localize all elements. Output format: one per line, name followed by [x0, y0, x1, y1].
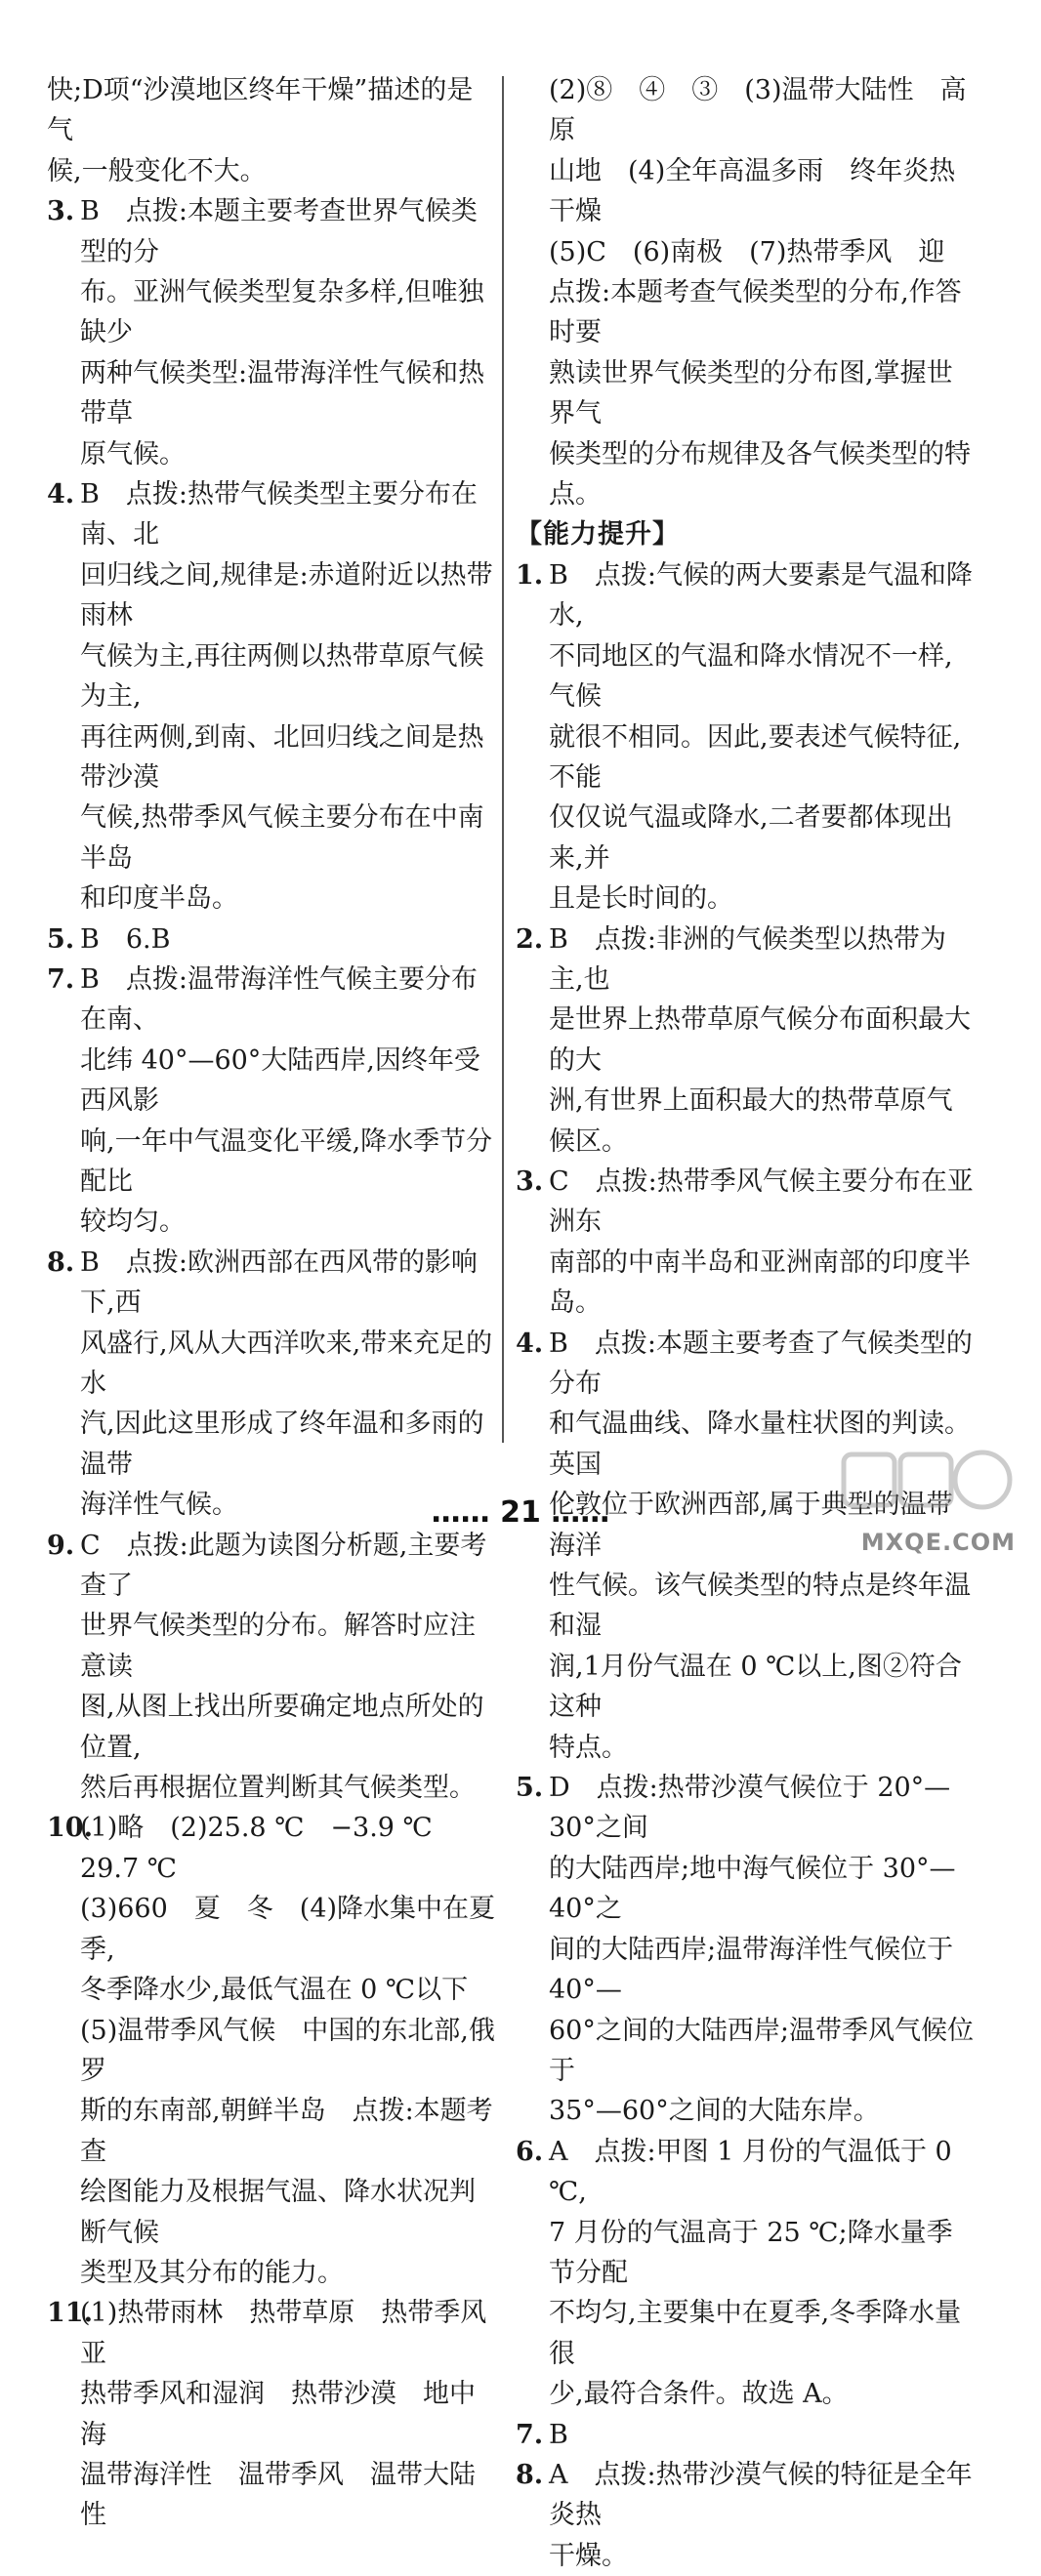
item-number: 3. [47, 196, 75, 227]
column-divider [502, 76, 504, 1443]
answer-item [47, 1243, 498, 1526]
text-line: (2)⑧ ④ ③ (3)温带大陆性 高原 [549, 75, 967, 146]
answer-item [47, 2293, 514, 2535]
item-number: 1. [516, 559, 544, 591]
item-number: 2. [516, 923, 544, 955]
answer-item [47, 474, 498, 919]
item-number: 4. [516, 1328, 544, 1359]
text-line: 候类型的分布规律及各气候类型的特点。 [549, 438, 971, 511]
section-title: 【能力提升】 [516, 519, 680, 551]
text-line: B 点拨:本题主要考查了气候类型的分布 [549, 1328, 973, 1399]
text-line: 原气候。 [80, 438, 186, 470]
text-line: 仅仅说气温或降水,二者要都体现出来,并 [549, 802, 953, 874]
item-number: 9. [47, 1530, 75, 1561]
text-line: 是世界上热带草原气候分布面积最大的大 [549, 1004, 971, 1076]
text-line: B 点拨:非洲的气候类型以热带为主,也 [549, 923, 946, 995]
text-line: 图,从图上找出所要确定地点所处的位置, [80, 1692, 484, 1763]
answer-item [516, 555, 977, 920]
text-line: 点拨:本题考查气候类型的分布,作答时要 [549, 277, 962, 348]
text-line: 快;D项“沙漠地区终年干燥”描述的是气 [47, 75, 474, 146]
item-number: 4. [47, 479, 75, 511]
item-number: 10. [47, 1813, 93, 1844]
text-line: B 点拨:热带气候类型主要分布在南、北 [80, 479, 478, 551]
text-line: 不均匀,主要集中在夏季,冬季降水量很 [549, 2298, 962, 2369]
text-line: 两种气候类型:温带海洋性气候和热带草 [80, 357, 485, 429]
text-line: 间的大陆西岸;温带海洋性气候位于 40°— [549, 1934, 954, 2006]
answer-item [516, 2415, 977, 2455]
answer-item [47, 1808, 498, 2293]
text-line: 汽,因此这里形成了终年温和多雨的温带 [80, 1409, 484, 1480]
answer-item [516, 1768, 977, 2132]
text-line: 特点。 [549, 1732, 628, 1763]
text-line: 候,一般变化不大。 [47, 155, 267, 186]
left-column [47, 70, 514, 2536]
text-line: 世界气候类型的分布。解答时应注意读 [80, 1611, 476, 1682]
text-line: 温带海洋性 温带季风 温带大陆性 [80, 2459, 476, 2531]
text-line: 和气温曲线、降水量柱状图的判读。英国 [549, 1409, 971, 1480]
text-line: 润,1月份气温在 0 ℃以上,图②符合这种 [549, 1651, 962, 1723]
text-line: 然后再根据位置判断其气候类型。 [80, 1773, 476, 1804]
text-line: 绘图能力及根据气温、降水状况判断气候 [80, 2177, 476, 2248]
text-line: 气候为主,再往两侧以热带草原气候为主, [80, 640, 484, 713]
text-line: 类型及其分布的能力。 [80, 2257, 344, 2288]
text-line: B 点拨:温带海洋性气候主要分布在南、 [80, 963, 478, 1036]
text-line: 冬季降水少,最低气温在 0 ℃以下 [80, 1975, 469, 2006]
text-line: A 点拨:热带沙漠气候的特征是全年炎热 [549, 2459, 973, 2531]
watermark-text: MXQE.COM [860, 1529, 1016, 1556]
answer-item [47, 191, 498, 474]
text-line: 热带季风和湿润 热带沙漠 地中海 [80, 2379, 476, 2450]
text-line: 不同地区的气温和降水情况不一样,气候 [549, 640, 953, 713]
text-line: 和印度半岛。 [80, 883, 238, 915]
item-number: 5. [47, 923, 75, 955]
text-line: B 6.B [80, 923, 171, 955]
text-line: (5)温带季风气候 中国的东北部,俄罗 [80, 2015, 495, 2086]
text-line: 少,最符合条件。故选 A。 [549, 2379, 849, 2410]
text-line: 气候,热带季风气候主要分布在中南半岛 [80, 802, 484, 874]
text-line: C 点拨:热带季风气候主要分布在亚洲东 [549, 1165, 974, 1238]
text-line: 35°—60°之间的大陆东岸。 [549, 2096, 880, 2127]
text-line: 就很不相同。因此,要表述气候特征,不能 [549, 721, 962, 793]
text-line: 南部的中南半岛和亚洲南部的印度半岛。 [549, 1247, 971, 1319]
text-line: 干燥。 [549, 2540, 628, 2571]
item-number: 7. [47, 963, 75, 995]
text-line: 性气候。该气候类型的特点是终年温和湿 [549, 1571, 971, 1642]
text-line: (1)热带雨林 热带草原 热带季风 亚 [80, 2298, 514, 2369]
text-line: B 点拨:欧洲西部在西风带的影响下,西 [80, 1247, 478, 1319]
text-line: C 点拨:此题为读图分析题,主要考查了 [80, 1530, 487, 1602]
text-line: B 点拨:气候的两大要素是气温和降水, [549, 559, 973, 632]
answer-item [47, 920, 498, 960]
text-line: 且是长时间的。 [549, 883, 733, 915]
text-line: 的大陆西岸;地中海气候位于 30°—40°之 [549, 1853, 956, 1925]
item-number: 11. [47, 2298, 93, 2329]
page-number: …… 21 …… [431, 1495, 610, 1530]
right-intro [516, 70, 977, 514]
text-line: B 点拨:本题主要考查世界气候类型的分 [80, 196, 478, 267]
right-column [516, 70, 977, 2576]
item-number: 8. [516, 2459, 544, 2490]
text-line: 回归线之间,规律是:赤道附近以热带雨林 [80, 559, 493, 632]
text-line: 较均匀。 [80, 1206, 186, 1238]
left-intro [47, 70, 498, 191]
text-line: 再往两侧,到南、北回归线之间是热带沙漠 [80, 721, 484, 793]
text-line: 响,一年中气温变化平缓,降水季节分配比 [80, 1125, 493, 1197]
text-line: (3)660 夏 冬 (4)降水集中在夏季, [80, 1894, 496, 1965]
text-line: 熟读世界气候类型的分布图,掌握世界气 [549, 357, 953, 429]
answer-item [47, 960, 498, 1243]
answer-item [47, 1526, 498, 1809]
text-line: (5)C (6)南极 (7)热带季风 迎 [549, 236, 945, 267]
text-line: 海洋性气候。 [80, 1490, 238, 1521]
right-items [516, 555, 977, 2576]
text-line: 山地 (4)全年高温多雨 终年炎热干燥 [549, 155, 956, 227]
text-line: B [549, 2419, 568, 2450]
text-line: 风盛行,风从大西洋吹来,带来充足的水 [80, 1328, 493, 1399]
text-line: 斯的东南部,朝鲜半岛 点拨:本题考查 [80, 2096, 493, 2167]
item-number: 7. [516, 2419, 544, 2450]
item-number: 5. [516, 1773, 544, 1804]
text-line: D 点拨:热带沙漠气候位于 20°—30°之间 [549, 1773, 951, 1844]
text-line: A 点拨:甲图 1 月份的气温低于 0 ℃, [549, 2136, 952, 2208]
answer-item [516, 2455, 977, 2576]
item-number: 3. [516, 1165, 544, 1197]
answer-item [516, 920, 977, 1162]
text-line: 伦敦位于欧洲西部,属于典型的温带海洋 [549, 1490, 953, 1561]
text-line: 60°之间的大陆西岸;温带季风气候位于 [549, 2015, 974, 2086]
answer-item [516, 1162, 977, 1324]
text-line: 洲,有世界上面积最大的热带草原气候区。 [549, 1085, 953, 1157]
item-number: 6. [516, 2136, 544, 2167]
text-line: 北纬 40°—60°大陆西岸,因终年受西风影 [80, 1044, 480, 1117]
text-line: 布。亚洲气候类型复杂多样,但唯独缺少 [80, 277, 484, 348]
text-line: (1)略 (2)25.8 ℃ −3.9 ℃ 29.7 ℃ [80, 1813, 459, 1884]
answer-item [516, 2132, 977, 2415]
left-items [47, 191, 514, 2536]
item-number: 8. [47, 1247, 75, 1278]
text-line: 7 月份的气温高于 25 ℃;降水量季节分配 [549, 2217, 953, 2288]
